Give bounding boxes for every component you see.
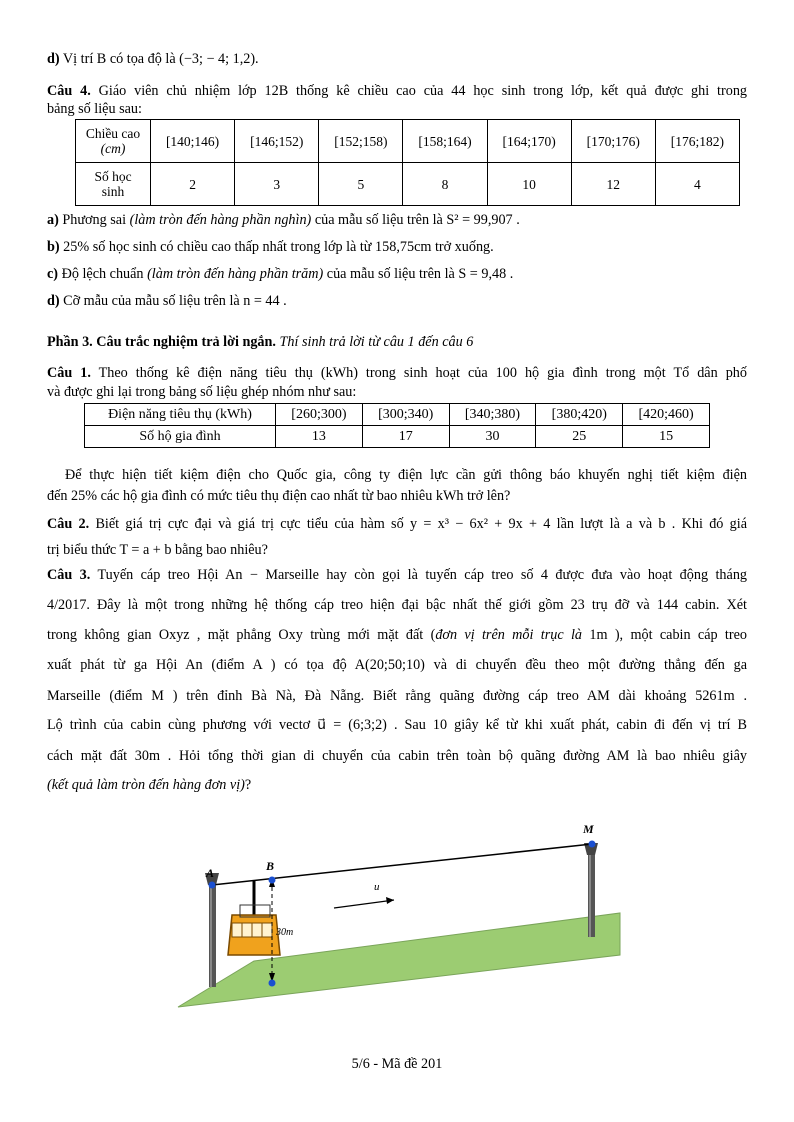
cau2-line2: trị biểu thức T = a + b bằng bao nhiêu? [47, 542, 268, 558]
cau3-line6: Lộ trình của cabin cùng phương với vectơ u⃗ = (6;3;2) . Sau 10 giây kể từ khi xuất phát, cabin đi đến vị trí B [47, 717, 747, 733]
vector-u [334, 900, 394, 908]
table-cell: 13 [276, 426, 363, 448]
label-B: B [266, 859, 275, 873]
point-A [209, 882, 216, 889]
cau4-d: d) Cỡ mẫu của mẫu số liệu trên là n = 44 . [47, 293, 287, 309]
table-cell: [152;158) [319, 120, 403, 163]
table-cell: [300;340) [362, 404, 449, 426]
label-30m: 30m [276, 927, 294, 938]
cau4-line1: Câu 4. Giáo viên chủ nhiệm lớp 12B thống kê chiều cao của 44 học sinh trong lớp, kết quả được ghi trong [47, 83, 748, 99]
phan3-heading: Phần 3. Câu trắc nghiệm trả lời ngắn. Thí sinh trả lời từ câu 1 đến câu 6 [47, 334, 474, 350]
cau3-line2: 4/2017. Đây là một trong những hệ thống cáp treo hiện đại bậc nhất thế giới gồm 23 trụ đỡ và 144 cabin. Xét [47, 597, 747, 613]
table-cell: 25 [536, 426, 623, 448]
table-cell: 8 [403, 163, 487, 206]
table-cell: [140;146) [151, 120, 235, 163]
table-cell: [158;164) [403, 120, 487, 163]
cau3-line5: Marseille (điểm M ) trên đỉnh Bà Nà, Đà Nẵng. Biết rằng quãng đường cáp treo AM dài khoảng 5261m . [47, 688, 747, 704]
table-row-label: Số hộ gia đình [85, 426, 276, 448]
table-row [76, 120, 740, 163]
cau4-line2: bảng số liệu sau: [47, 101, 142, 117]
table-cell: [340;380) [449, 404, 536, 426]
cau2-line1: Câu 2. Biết giá trị cực đại và giá trị cực tiểu của hàm số y = x³ − 6x² + 9x + 4 lần lượt là a và b . Khi đó giá [47, 516, 748, 532]
table-row [85, 426, 710, 448]
point-M [589, 841, 596, 848]
table-cell: 30 [449, 426, 536, 448]
table-cell: [164;170) [487, 120, 571, 163]
table-header-label: Điện năng tiêu thụ (kWh) [85, 404, 276, 426]
table-row [76, 163, 740, 206]
table-cell: [170;176) [571, 120, 655, 163]
cau4-c: c) Độ lệch chuẩn (làm tròn đến hàng phần trăm) của mẫu số liệu trên là S = 9,48 . [47, 266, 514, 282]
table-cell: 12 [571, 163, 655, 206]
table-cell: 3 [235, 163, 319, 206]
table-cell: 5 [319, 163, 403, 206]
table-header-label: Chiều cao (cm) [76, 120, 151, 163]
height-table [75, 119, 740, 206]
vector-u-arrowhead [386, 897, 394, 904]
cau1-line4: đến 25% các hộ gia đình có mức tiêu thụ điện cao nhất từ bao nhiêu kWh trở lên? [47, 488, 511, 504]
label-A: A [206, 866, 215, 880]
cau3-line7: cách mặt đất 30m . Hỏi tổng thời gian di chuyển của cabin trên toàn bộ quãng đường AM là bao nhiêu giây [47, 748, 747, 764]
table-cell: [380;420) [536, 404, 623, 426]
table-row [85, 404, 710, 426]
cau1-line2: và được ghi lại trong bảng số liệu ghép nhóm như sau: [47, 384, 357, 400]
table-cell: [146;152) [235, 120, 319, 163]
table-cell: 17 [362, 426, 449, 448]
item-d-previous: d) Vị trí B có tọa độ là (−3; − 4; 1,2). [47, 51, 259, 67]
table-cell: 10 [487, 163, 571, 206]
cau4-b: b) 25% số học sinh có chiều cao thấp nhất trong lớp là từ 158,75cm trở xuống. [47, 239, 494, 255]
cau3-line4: xuất phát từ ga Hội An (điểm A ) có tọa độ A(20;50;10) và di chuyển đều theo một đường thẳng đến ga [47, 657, 747, 673]
cau3-line3: trong không gian Oxyz , mặt phẳng Oxy trùng mới mặt đất (đơn vị trên mỗi trục là 1m ), một cabin cáp treo [47, 627, 747, 643]
point-ground [269, 980, 276, 987]
table-row-label: Số học sinh [76, 163, 151, 206]
cau3-line8: (kết quả làm tròn đến hàng đơn vị)? [47, 777, 252, 793]
cau4-a: a) Phương sai (làm tròn đến hàng phần nghìn) của mẫu số liệu trên là S² = 99,907 . [47, 212, 520, 228]
table-cell: [176;182) [655, 120, 739, 163]
table-cell: [420;460) [623, 404, 710, 426]
electricity-table [84, 403, 710, 448]
label-u: u⃗ [374, 881, 389, 893]
cau1-line3: Để thực hiện tiết kiệm điện cho Quốc gia, công ty điện lực cần gửi thông báo khuyến nghị tiết kiệm điện [65, 467, 747, 483]
cau1-line1: Câu 1. Theo thống kê điện năng tiêu thụ (kWh) trong sinh hoạt của 100 hộ gia đình trong một Tổ dân phố [47, 365, 747, 381]
table-cell: [260;300) [276, 404, 363, 426]
cau3-line1: Câu 3. Tuyến cáp treo Hội An − Marseille hay còn gọi là tuyến cáp treo số 4 được đưa vào hoạt động tháng [47, 567, 748, 583]
label-M: M [583, 822, 594, 836]
left-pole [205, 873, 219, 987]
table-cell: 2 [151, 163, 235, 206]
table-cell: 15 [623, 426, 710, 448]
cable-car-figure [170, 815, 630, 1020]
point-B [269, 877, 276, 884]
page-footer: 5/6 - Mã đề 201 [351, 1056, 443, 1072]
table-cell: 4 [655, 163, 739, 206]
